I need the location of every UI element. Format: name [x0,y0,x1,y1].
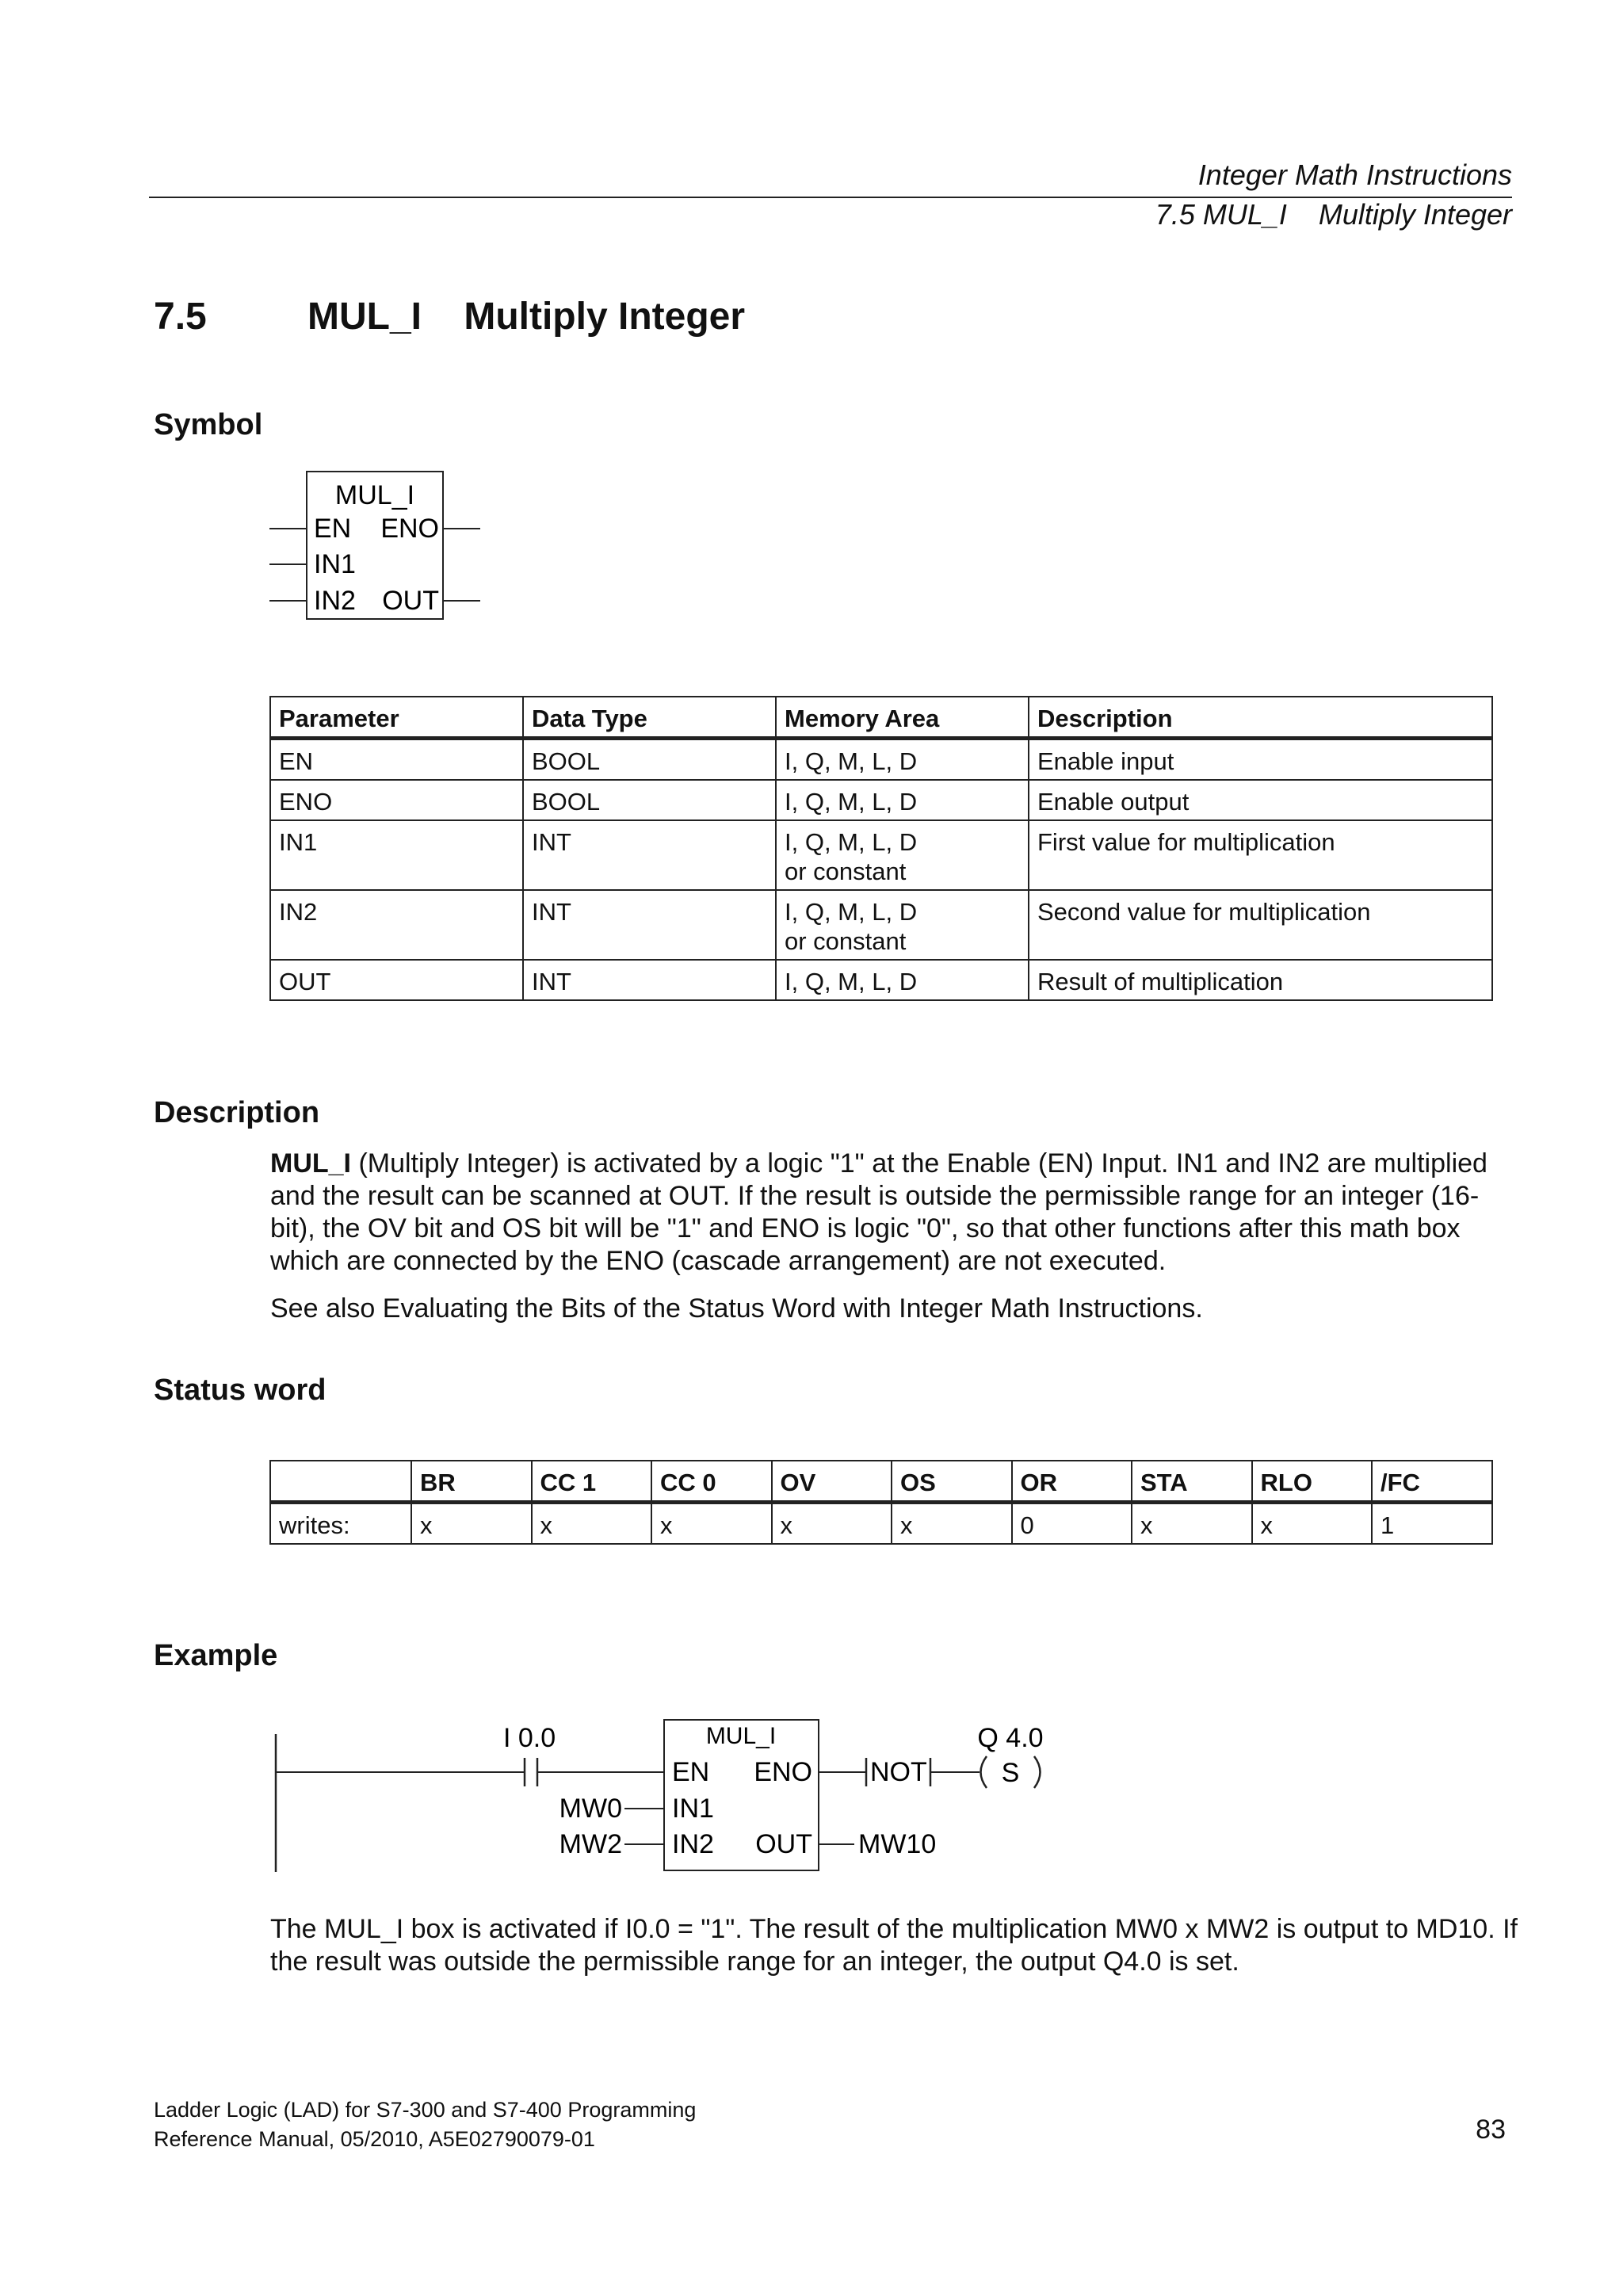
symbol-diagram [262,468,499,626]
symbol-in1-label: IN1 [314,549,356,579]
column-header: Memory Area [776,697,1029,739]
footer-line-2: Reference Manual, 05/2010, A5E02790079-01 [154,2127,595,2151]
table-cell: OUT [270,960,523,1000]
symbol-in2-label: IN2 [314,586,356,616]
table-cell: x [532,1503,652,1545]
example-ladder-diagram [262,1704,1094,1886]
table-cell: INT [523,890,776,960]
mw10-operand: MW10 [858,1829,937,1859]
table-cell: 1 [1372,1503,1492,1545]
description-body: (Multiply Integer) is activated by a logic "1" at the Enable (EN) Input. IN1 and IN2 are multiplied and the result can be scanned at OUT. If the result is outside the permissible range for an integer (16-bit), the OV bit and OS bit will be "1" and ENO is logic "0", so that other functions after this math box which are connected by the ENO (cascade arrangement) are not executed. [270,1148,1487,1276]
table-cell: x [1132,1503,1252,1545]
table-cell: 0 [1012,1503,1132,1545]
section-title-text: MUL_I Multiply Integer [307,296,746,338]
symbol-box-title: MUL_I [334,480,415,510]
example-box-title: MUL_I [705,1723,777,1749]
table-cell: INT [523,820,776,890]
column-header: /FC [1372,1461,1492,1503]
column-header: STA [1132,1461,1252,1503]
status-word-header [270,1461,1492,1503]
table-cell: Enable input [1029,739,1492,781]
table-cell: Enable output [1029,780,1492,820]
coil-label: S [1001,1758,1020,1788]
table-row [270,1503,1492,1545]
table-row [270,960,1492,1000]
table-cell: Result of multiplication [1029,960,1492,1000]
example-out-label: OUT [755,1829,812,1859]
column-header: Parameter [270,697,523,739]
parameter-table [269,696,1493,1001]
table-cell: ENO [270,780,523,820]
parameter-table-header [270,697,1492,739]
table-row [270,820,1492,890]
not-label: NOT [870,1757,927,1787]
status-word-table [269,1460,1493,1545]
table-cell: I, Q, M, L, D or constant [776,890,1029,960]
table-cell: writes: [270,1503,411,1545]
table-cell: EN [270,739,523,781]
symbol-heading: Symbol [154,408,263,441]
column-header: OR [1012,1461,1132,1503]
description-heading: Description [154,1096,320,1129]
table-cell: I, Q, M, L, D [776,739,1029,781]
column-header: Data Type [523,697,776,739]
header-chapter: Integer Math Instructions [1197,159,1512,191]
column-header: CC 1 [532,1461,652,1503]
page-number: 83 [1476,2115,1506,2145]
example-eno-label: ENO [754,1757,812,1787]
example-in1-label: IN1 [672,1794,714,1824]
column-header: Description [1029,697,1492,739]
mw0-operand: MW0 [559,1794,622,1824]
table-cell: I, Q, M, L, D or constant [776,820,1029,890]
table-cell: IN1 [270,820,523,890]
column-header: OV [772,1461,892,1503]
table-cell: Second value for multiplication [1029,890,1492,960]
table-cell: x [892,1503,1012,1545]
column-header: CC 0 [651,1461,772,1503]
table-cell: x [651,1503,772,1545]
table-cell: INT [523,960,776,1000]
example-in2-label: IN2 [672,1829,714,1859]
table-cell: First value for multiplication [1029,820,1492,890]
example-explanation: The MUL_I box is activated if I0.0 = "1". The result of the multiplication MW0 x MW2 is output to MD10. If the result was outside the permissible range for an integer, the output Q4.0 is set. [270,1914,1518,1977]
table-cell: BOOL [523,739,776,781]
coil-left-arc [981,1756,987,1788]
table-cell: x [772,1503,892,1545]
example-heading: Example [154,1639,278,1672]
table-cell: x [411,1503,532,1545]
coil-right-arc [1034,1756,1041,1788]
coil-address: Q 4.0 [977,1723,1044,1753]
footer-line-1: Ladder Logic (LAD) for S7-300 and S7-400 Programming [154,2098,697,2122]
table-row [270,739,1492,781]
description-paragraph [270,1148,1522,1278]
column-header: BR [411,1461,532,1503]
column-header [270,1461,411,1503]
description-lead: MUL_I [270,1148,351,1179]
example-en-label: EN [672,1757,710,1787]
symbol-eno-label: ENO [380,514,439,544]
table-cell: x [1252,1503,1373,1545]
section-number: 7.5 [154,296,207,338]
table-cell: IN2 [270,890,523,960]
symbol-en-label: EN [314,514,352,544]
table-cell: I, Q, M, L, D [776,960,1029,1000]
status-word-heading: Status word [154,1373,327,1407]
table-row [270,780,1492,820]
symbol-out-label: OUT [382,586,439,616]
table-cell: BOOL [523,780,776,820]
column-header: OS [892,1461,1012,1503]
contact-address: I 0.0 [503,1723,556,1753]
column-header: RLO [1252,1461,1373,1503]
description-see-also: See also Evaluating the Bits of the Status Word with Integer Math Instructions. [270,1293,1203,1324]
table-row [270,890,1492,960]
mw2-operand: MW2 [559,1829,622,1859]
header-section: 7.5 MUL_I Multiply Integer [1155,198,1512,231]
table-cell: I, Q, M, L, D [776,780,1029,820]
